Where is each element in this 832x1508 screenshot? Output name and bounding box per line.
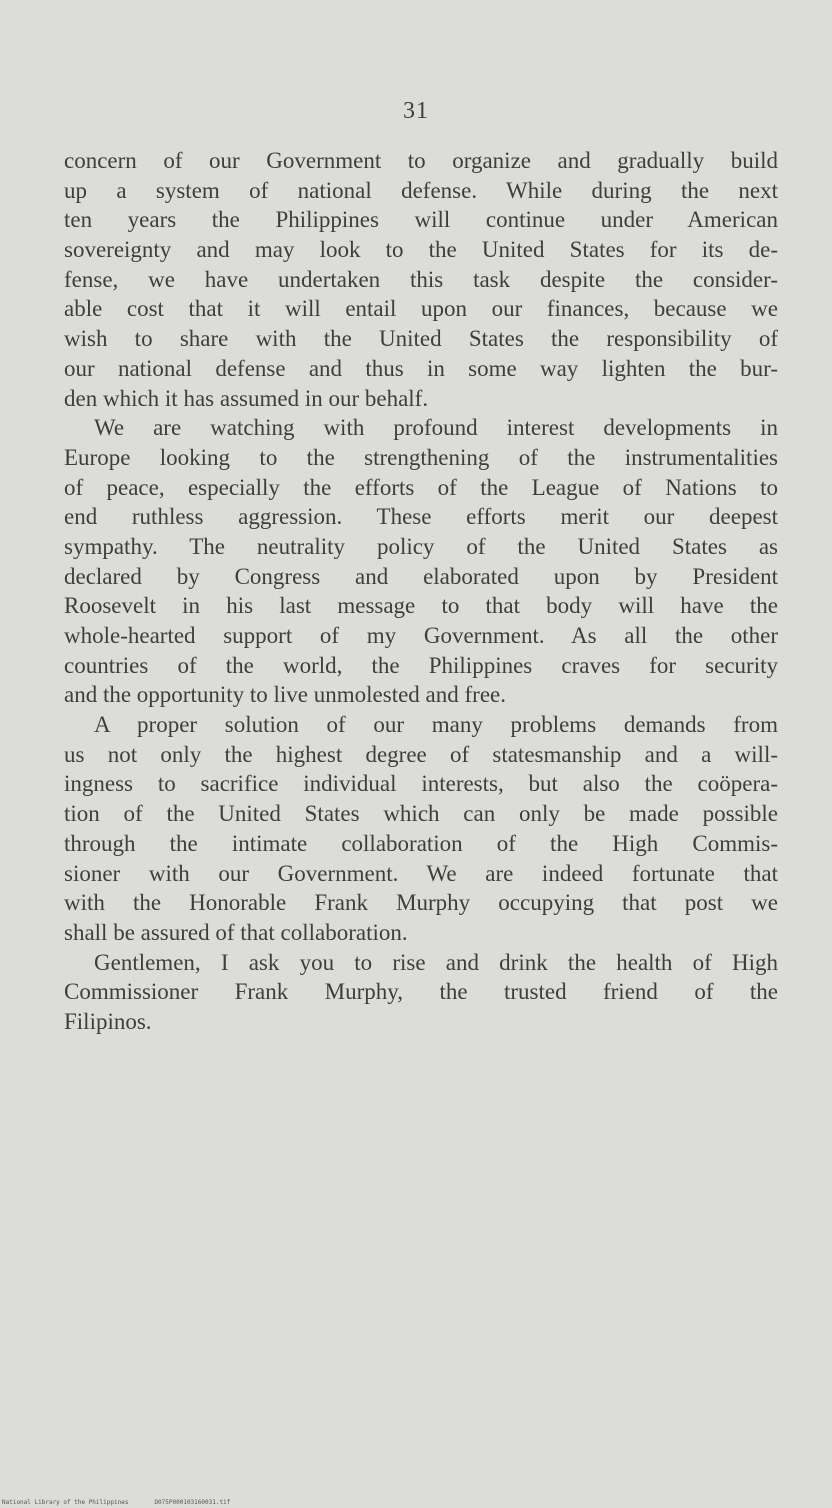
text-line: wish to share with the United States the responsibility of <box>64 326 778 352</box>
text-line: able cost that it will entail upon our finances, because we <box>64 296 778 322</box>
text-line: Gentlemen, I ask you to rise and drink the health of High <box>94 949 778 975</box>
footer-file-id: D075P000103160031.tif <box>154 1499 231 1506</box>
text-line: sioner with our Government. We are indeed fortunate that <box>64 860 778 886</box>
text-line: our national defense and thus in some way lighten the bur- <box>64 355 778 381</box>
text-line: Commissioner Frank Murphy, the trusted friend of the <box>64 979 778 1005</box>
text-line: A proper solution of our many problems demands from <box>94 712 778 738</box>
text-line: sovereignty and may look to the United States for its de- <box>64 237 778 263</box>
text-line: countries of the world, the Philippines craves for security <box>64 652 778 678</box>
paragraph <box>64 413 778 710</box>
text-line: declared by Congress and elaborated upon by President <box>64 563 778 589</box>
text-line: of peace, especially the efforts of the League of Nations to <box>64 474 778 500</box>
text-line: whole-hearted support of my Government. As all the other <box>64 623 778 648</box>
text-line: concern of our Government to organize and gradually build <box>64 148 778 173</box>
text-line: Roosevelt in his last message to that body will have the <box>64 593 778 619</box>
text-line: sympathy. The neutrality policy of the United States as <box>64 533 778 559</box>
text-line: fense, we have undertaken this task despite the consider- <box>64 266 778 292</box>
text-line: ingness to sacrifice individual interests, but also the coöpera- <box>64 771 778 797</box>
text-line: and the opportunity to live unmolested and free. <box>64 682 506 708</box>
text-line: We are watching with profound interest developments in <box>94 415 778 441</box>
scan-footer <box>2 1499 230 1506</box>
text-line: shall be assured of that collaboration. <box>64 919 408 945</box>
text-line: us not only the highest degree of statesmanship and a will- <box>64 741 778 767</box>
text-line: up a system of national defense. While during the next <box>64 177 778 203</box>
paragraph <box>64 710 778 948</box>
text-line: den which it has assumed in our behalf. <box>64 385 429 411</box>
paragraph <box>64 948 778 1037</box>
body-text <box>64 146 778 1037</box>
page-number: 31 <box>403 98 429 124</box>
text-line: with the Honorable Frank Murphy occupying that post we <box>64 890 778 916</box>
text-line: end ruthless aggression. These efforts merit our deepest <box>64 504 778 530</box>
text-line: through the intimate collaboration of the High Commis- <box>64 830 778 856</box>
text-line: ten years the Philippines will continue under American <box>64 207 778 233</box>
text-line: Europe looking to the strengthening of the instrumentalities <box>64 444 778 470</box>
paragraph <box>64 146 778 413</box>
footer-library: National Library of the Philippines <box>2 1499 129 1506</box>
text-line: tion of the United States which can only be made possible <box>64 801 778 827</box>
text-line: Filipinos. <box>64 1008 152 1034</box>
